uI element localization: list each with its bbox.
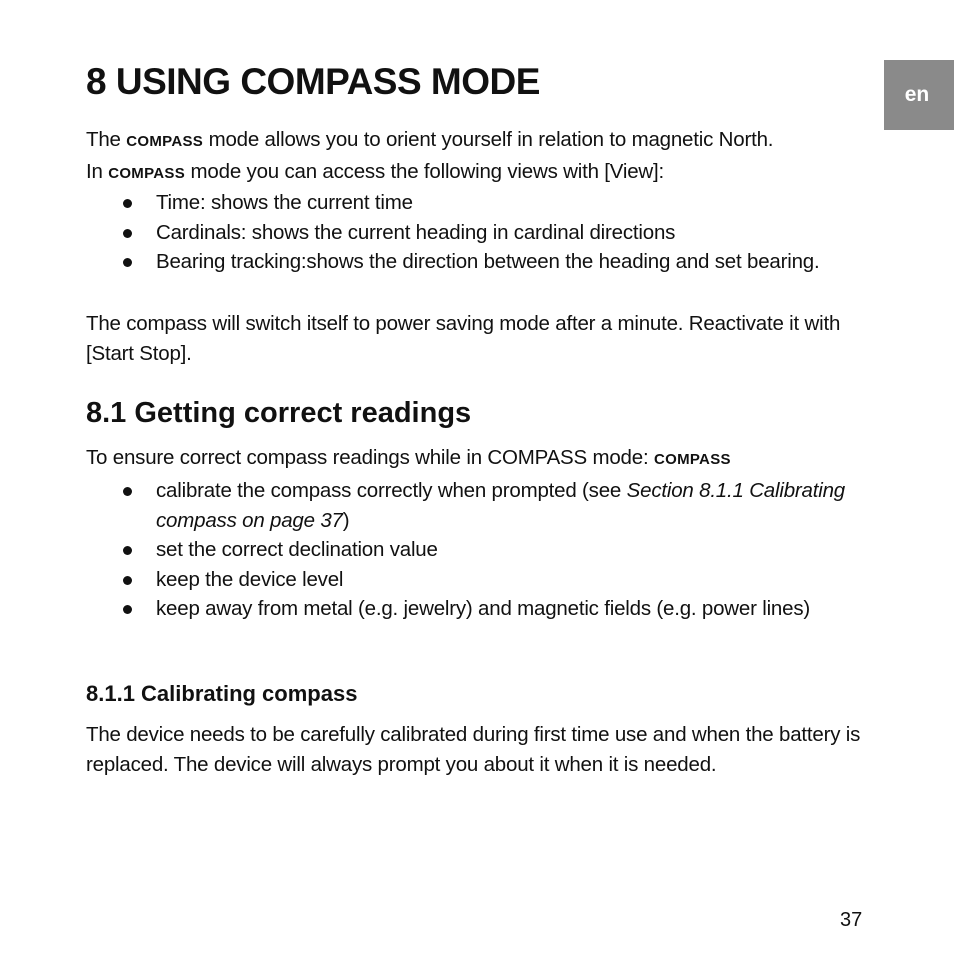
item-level: keep the device level	[156, 567, 344, 591]
bullet-icon	[123, 229, 132, 238]
readings-intro-paragraph	[86, 443, 872, 475]
calibrating-paragraph: The device needs to be carefully calibrated during first time use and when the battery is replaced. The device will always prompt you about it when it is needed.	[86, 723, 861, 776]
readings-list	[86, 476, 872, 624]
item-calibrate-post: )	[342, 508, 350, 532]
bullet-icon	[123, 199, 132, 208]
section-reference-link[interactable]: Section 8.1.1 Calibrating compass on page 37	[156, 479, 845, 532]
bullet-icon	[123, 258, 132, 267]
intro-line1-post: mode allows you to orient yourself in relation to magnetic North.	[203, 128, 774, 151]
intro-line1-mode: COMPASS	[126, 133, 204, 150]
page-title: 8 USING COMPASS MODE	[86, 61, 540, 102]
list-item	[86, 565, 872, 595]
bullet-icon	[123, 487, 132, 496]
section-heading-8-1-1: 8.1.1 Calibrating compass	[86, 681, 358, 706]
bullet-icon	[123, 576, 132, 585]
views-list	[86, 188, 872, 277]
list-item	[86, 594, 872, 624]
item-declination: set the correct declination value	[156, 538, 438, 561]
list-item	[86, 476, 872, 535]
intro-line2-pre: In	[86, 159, 109, 183]
language-tab	[884, 60, 954, 130]
intro-line2-post: mode you can access the following views with [View]:	[185, 159, 665, 183]
bullet-icon	[123, 546, 132, 555]
intro-line2-mode: COMPASS	[108, 164, 186, 182]
view-cardinals: Cardinals: shows the current heading in cardinal directions	[156, 220, 676, 244]
page-number: 37	[840, 909, 863, 931]
list-item	[86, 218, 872, 248]
list-item	[86, 247, 872, 277]
item-metal: keep away from metal (e.g. jewelry) and magnetic fields (e.g. power lines)	[156, 597, 811, 620]
view-bearing-tracking: Bearing tracking:shows the direction between the heading and set bearing.	[156, 250, 820, 273]
readings-intro-text: To ensure correct compass readings while in COMPASS mode:	[86, 446, 654, 469]
section-heading-8-1: 8.1 Getting correct readings	[86, 397, 472, 429]
view-time: Time: shows the current time	[156, 191, 413, 214]
list-item	[86, 188, 872, 218]
list-item	[86, 535, 872, 565]
power-saving-paragraph: The compass will switch itself to power saving mode after a minute. Reactivate it with [Start Stop].	[86, 312, 841, 365]
item-calibrate-pre: calibrate the compass correctly when prompted (see	[156, 479, 627, 502]
bullet-icon	[123, 605, 132, 614]
readings-intro-mode: COMPASS	[653, 451, 731, 468]
intro-paragraph	[86, 125, 872, 188]
intro-line1-pre: The	[86, 128, 127, 151]
language-tab-label: en	[904, 83, 930, 106]
